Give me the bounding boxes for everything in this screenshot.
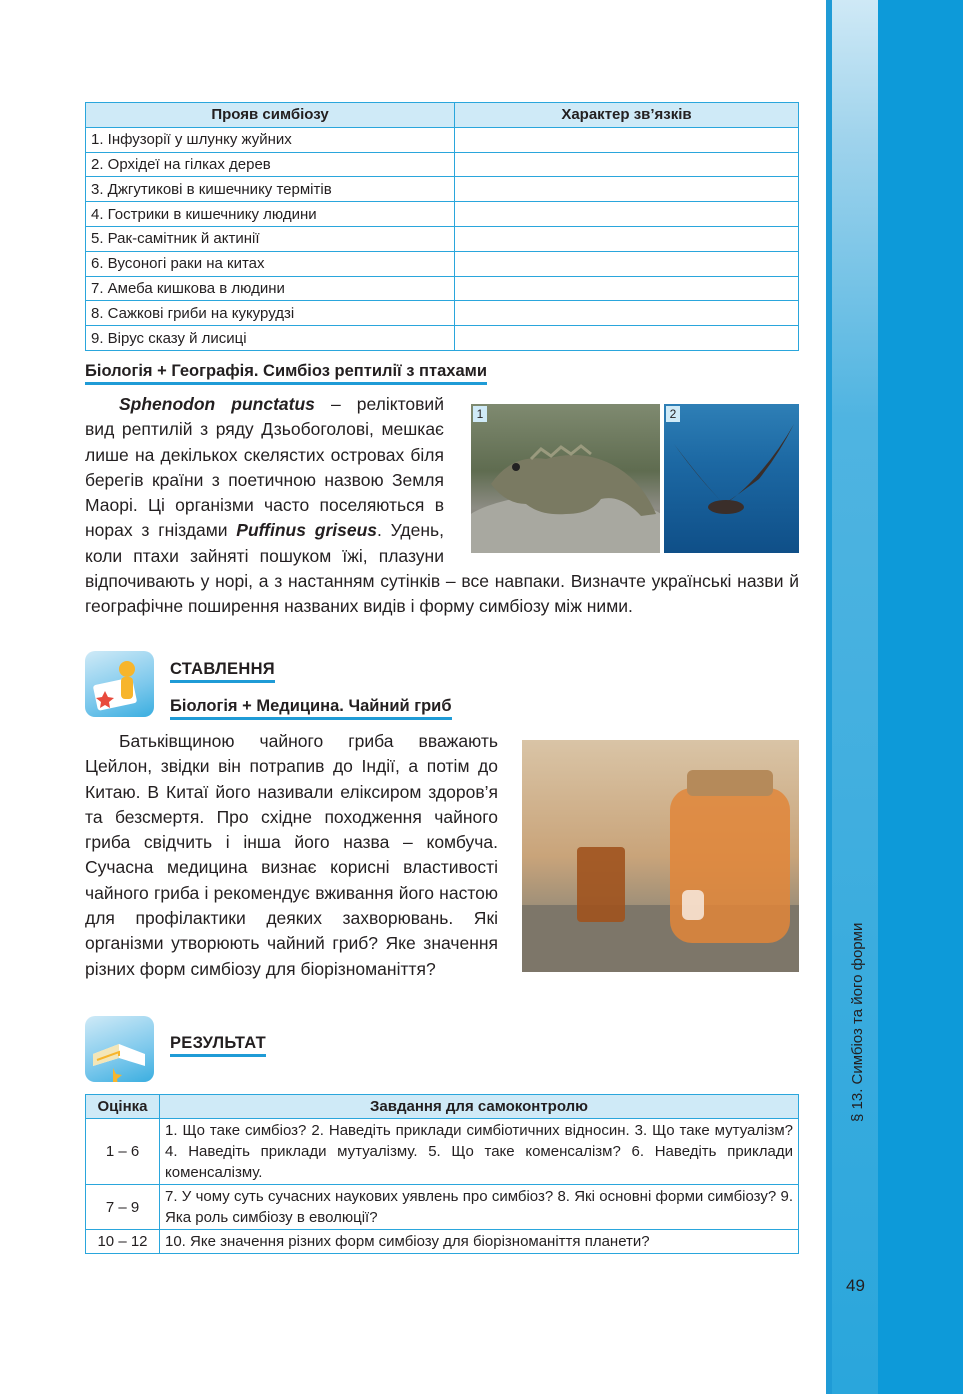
table-cell: 4. Гострики в кишечнику людини bbox=[86, 202, 455, 227]
empty-cell bbox=[455, 202, 799, 227]
empty-cell bbox=[455, 326, 799, 351]
grade-cell: 1 – 6 bbox=[86, 1119, 160, 1185]
symbiosis-table bbox=[85, 102, 799, 351]
table-row bbox=[86, 177, 799, 202]
table-row bbox=[86, 326, 799, 351]
section1-paragraph bbox=[85, 392, 799, 620]
table-header-manifestation: Прояв симбіозу bbox=[86, 103, 455, 128]
kombucha-photo bbox=[522, 740, 799, 972]
table-cell: 2. Орхідеї на гілках дерев bbox=[86, 152, 455, 177]
table-row bbox=[86, 1230, 799, 1254]
side-stripe-dark bbox=[878, 0, 963, 1394]
table-cell: 8. Сажкові гриби на кукурудзі bbox=[86, 301, 455, 326]
text-span: – реліктовий вид рептилій з ряду Дзьобоголові, мешкає лише на декількох скелястих островах біля берегів країни з поетичною назвою Земля Маорі. Ці організми часто поселяються в норах з гніздами bbox=[85, 394, 444, 541]
table-cell: 9. Вірус сказу й лисиці bbox=[86, 326, 455, 351]
table-row bbox=[86, 1119, 799, 1185]
table-row bbox=[86, 202, 799, 227]
table-cell: 7. Амеба кишкова в людини bbox=[86, 276, 455, 301]
attitude-icon bbox=[85, 651, 154, 717]
photo-label: 2 bbox=[666, 406, 680, 422]
page-number: 49 bbox=[846, 1276, 865, 1295]
table-row bbox=[86, 1185, 799, 1230]
table-row bbox=[86, 226, 799, 251]
empty-cell bbox=[455, 152, 799, 177]
grade-cell: 7 – 9 bbox=[86, 1185, 160, 1230]
kombucha-illustration bbox=[522, 740, 799, 972]
table-header-tasks: Завдання для самоконтролю bbox=[160, 1095, 799, 1119]
species-name: Sphenodon punctatus bbox=[119, 394, 315, 414]
result-icon bbox=[85, 1016, 154, 1082]
empty-cell bbox=[455, 276, 799, 301]
table-row bbox=[86, 152, 799, 177]
text-span: . Удень, коли птахи зайняті пошуком їжі, плазуни відпочивають у норі, а з настанням сутінків – все навпаки. Визначте українські назви й географічне поширення названих видів і форму симбіозу між ними. bbox=[85, 520, 799, 617]
empty-cell bbox=[455, 127, 799, 152]
section-heading-geography: Біологія + Географія. Симбіоз рептилії з птахами bbox=[85, 362, 487, 385]
empty-cell bbox=[455, 251, 799, 276]
running-title: § 13. Симбіоз та його форми bbox=[849, 922, 866, 1122]
empty-cell bbox=[455, 226, 799, 251]
table-header-relation: Характер зв’язків bbox=[455, 103, 799, 128]
side-stripe-light bbox=[826, 0, 878, 1394]
self-check-table bbox=[85, 1094, 799, 1254]
table-row bbox=[86, 127, 799, 152]
empty-cell bbox=[455, 301, 799, 326]
table-cell: 5. Рак-самітник й актинії bbox=[86, 226, 455, 251]
table-cell: 3. Джгутикові в кишечнику термітів bbox=[86, 177, 455, 202]
table-header-grade: Оцінка bbox=[86, 1095, 160, 1119]
species-name: Puffinus griseus bbox=[236, 520, 377, 541]
section-subheading-tea-fungus: Біологія + Медицина. Чайний гриб bbox=[170, 697, 452, 720]
task-cell: 10. Яке значення різних форм симбіозу для біорізноманіття планети? bbox=[160, 1230, 799, 1254]
table-row bbox=[86, 301, 799, 326]
table-row bbox=[86, 251, 799, 276]
empty-cell bbox=[455, 177, 799, 202]
tea-fungus-text: Батьківщиною чайного гриба вважають Цейлон, звідки він потрапив до Індії, а потім до Китаю. В Китаї його називали еліксиром здоров’я та безсмертя. Про східне походження чайного гриба свідчить і інша його назва – комбуча. Сучасна медицина визнає корисні властивості чайного гриба і рекомендує вживання його настою для профілактики деяких захворювань. Які організми утворюють чайний гриб? Яке значення різних форм симбіозу для біорізноманіття? bbox=[85, 731, 498, 979]
section-heading-result: РЕЗУЛЬТАТ bbox=[170, 1034, 266, 1057]
table-row bbox=[86, 276, 799, 301]
table-cell: 6. Вусоногі раки на китах bbox=[86, 251, 455, 276]
task-cell: 1. Що таке симбіоз? 2. Наведіть приклади симбіотичних відносин. 3. Що таке мутуалізм? 4. Наведіть приклади мутуалізму. 5. Що таке коменсалізм? 6. Наведіть приклади коменсалізму. bbox=[160, 1119, 799, 1185]
section-heading-attitude: СТАВЛЕННЯ bbox=[170, 660, 275, 683]
grade-cell: 10 – 12 bbox=[86, 1230, 160, 1254]
section2-paragraph bbox=[85, 729, 498, 982]
photo-label: 1 bbox=[473, 406, 487, 422]
float-spacer bbox=[444, 392, 799, 563]
task-cell: 7. У чому суть сучасних наукових уявлень про симбіоз? 8. Які основні форми симбіозу? 9. Яка роль симбіозу в еволюції? bbox=[160, 1185, 799, 1230]
table-cell: 1. Інфузорії у шлунку жуйних bbox=[86, 127, 455, 152]
